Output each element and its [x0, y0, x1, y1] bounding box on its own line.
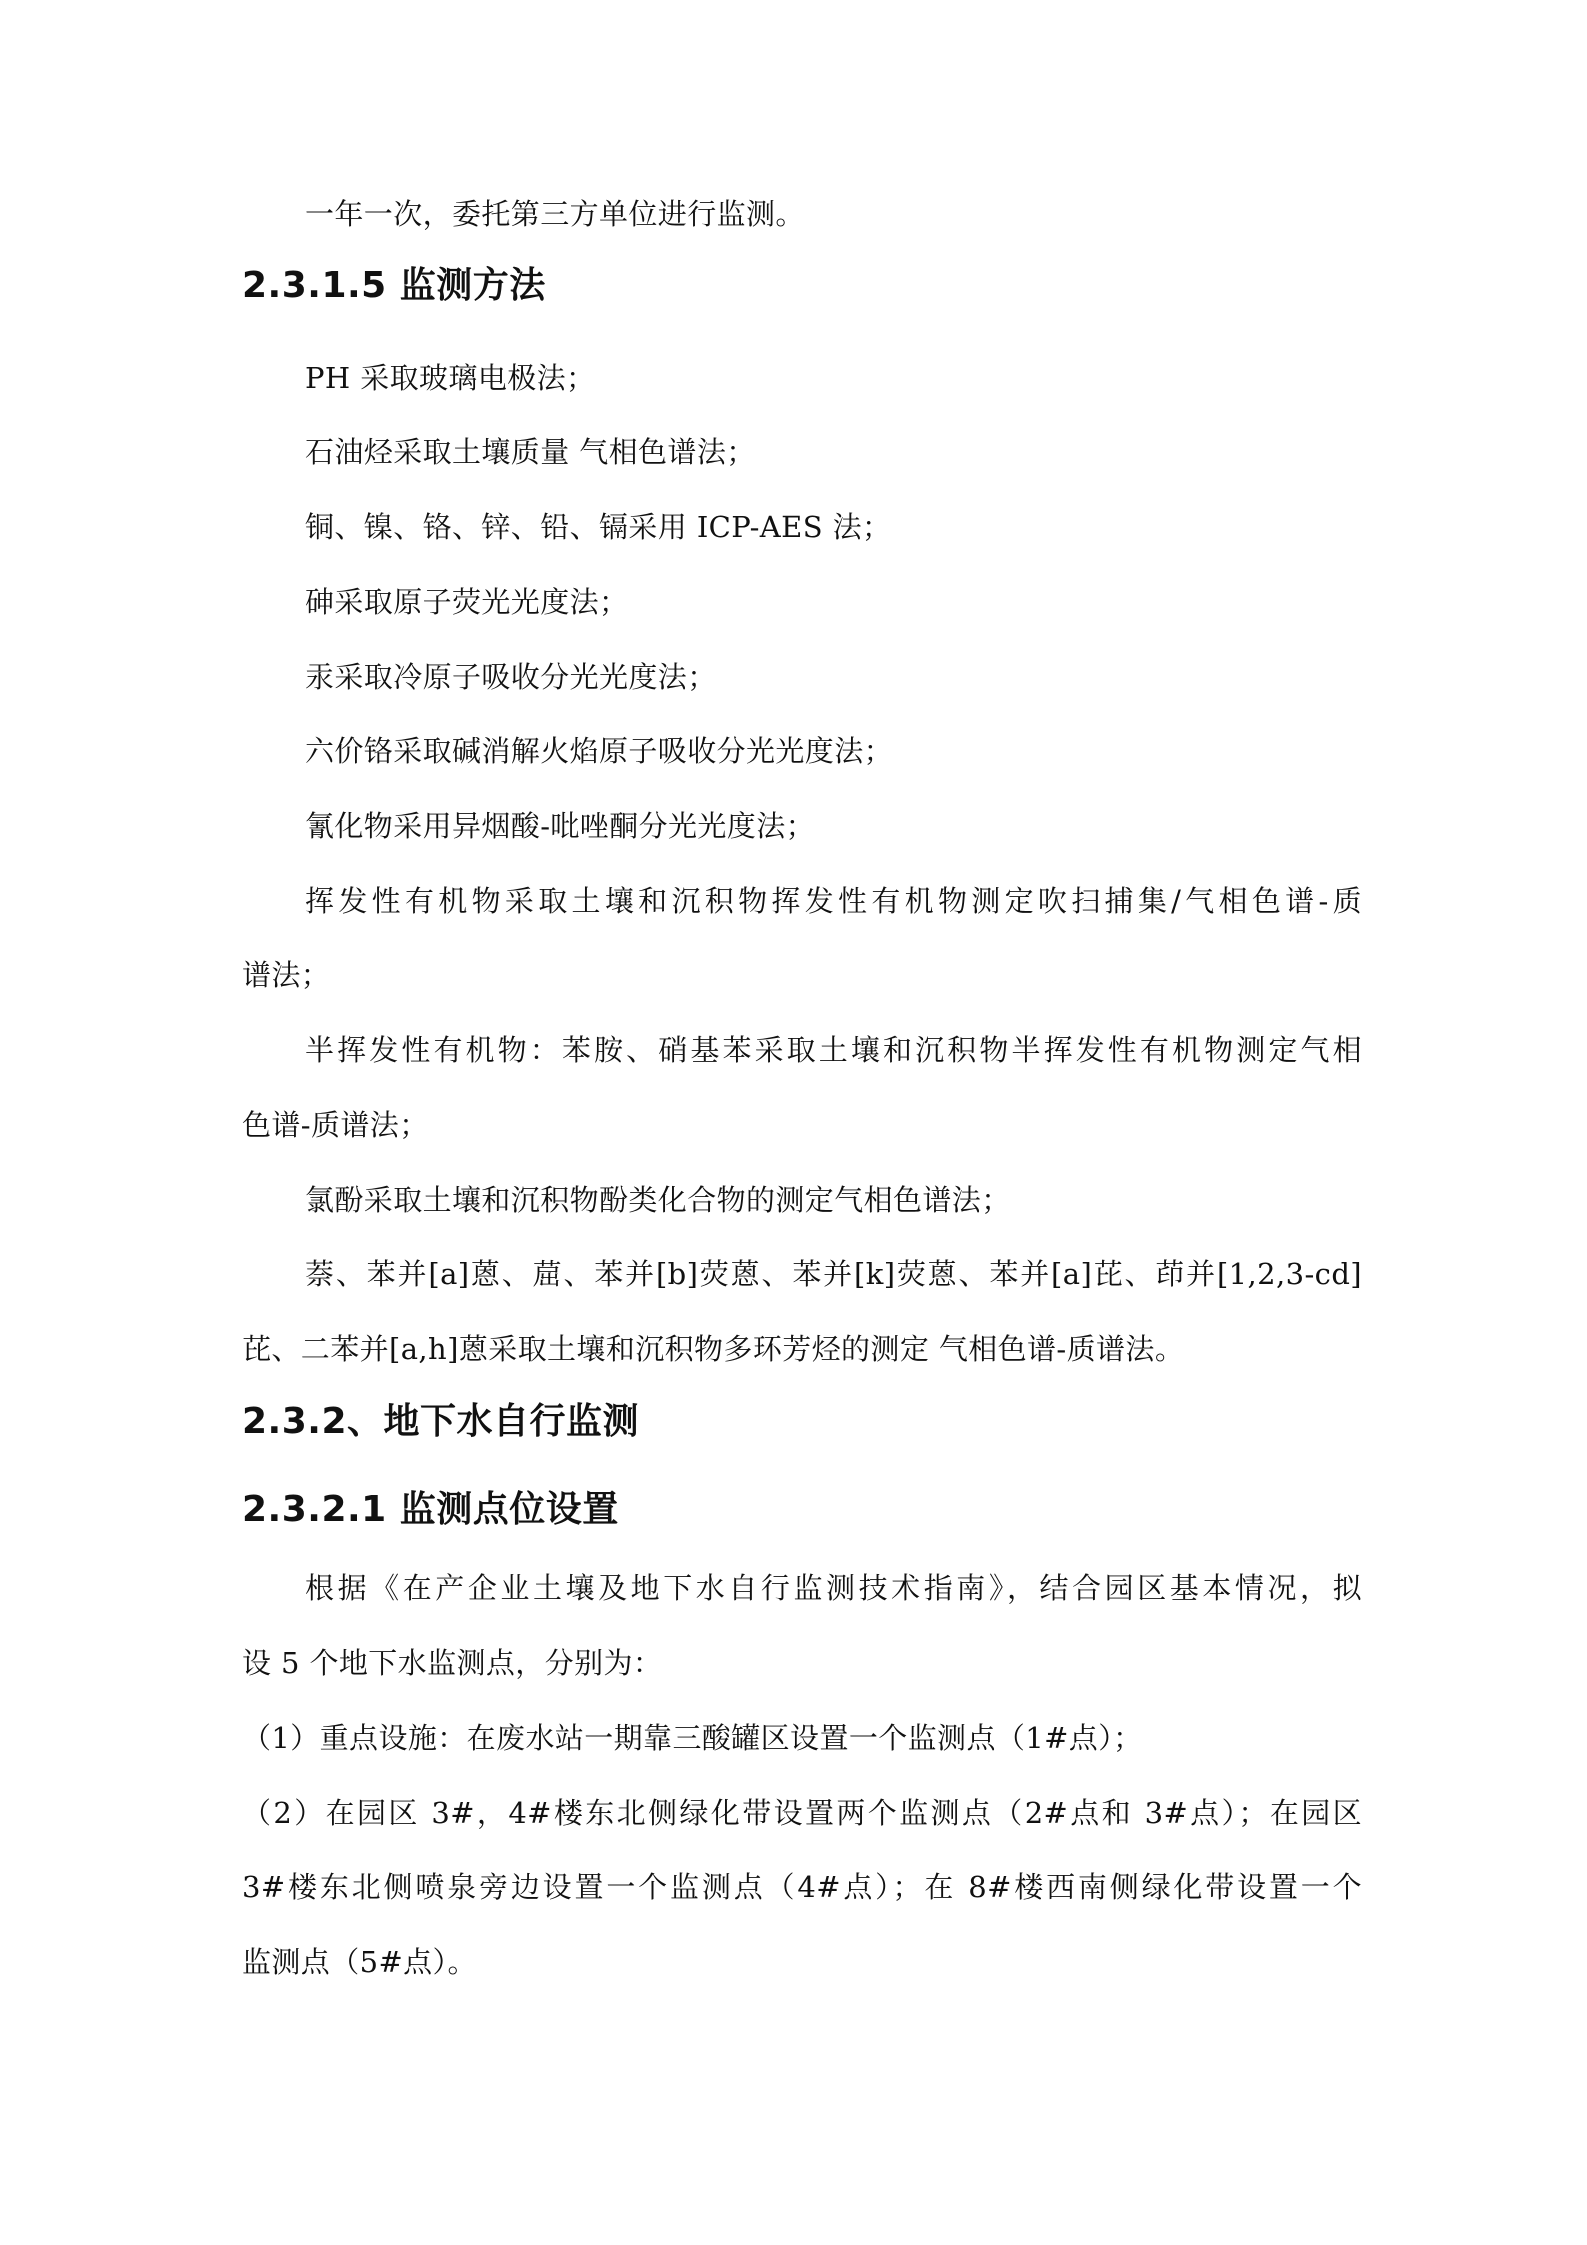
method-voc-line1: 挥发性有机物采取土壤和沉积物挥发性有机物测定吹扫捕集/气相色谱-质	[305, 884, 1362, 918]
method-metals: 铜、镍、铬、锌、铅、镉采用 ICP-AES 法；	[305, 510, 892, 544]
method-ph: PH 采取玻璃电极法；	[305, 361, 596, 395]
method-cyanide: 氰化物采用异烟酸-吡唑酮分光光度法；	[305, 809, 815, 843]
section-heading-2-3-2: 2.3.2、地下水自行监测	[242, 1401, 639, 1442]
method-voc-line2: 谱法；	[242, 958, 331, 992]
method-petroleum: 石油烃采取土壤质量 气相色谱法；	[305, 435, 756, 469]
section-heading-2-3-2-1: 2.3.2.1 监测点位设置	[242, 1489, 619, 1530]
method-svoc-line2: 色谱-质谱法；	[242, 1108, 429, 1142]
method-mercury: 汞采取冷原子吸收分光光度法；	[305, 660, 717, 694]
method-pah-line2: 芘、二苯并[a,h]蒽采取土壤和沉积物多环芳烃的测定 气相色谱-质谱法。	[242, 1332, 1185, 1366]
groundwater-item-2-line2: 3#楼东北侧喷泉旁边设置一个监测点（4#点）；在 8#楼西南侧绿化带设置一个	[242, 1870, 1362, 1904]
groundwater-intro-line1: 根据《在产企业土壤及地下水自行监测技术指南》，结合园区基本情况，拟	[305, 1571, 1362, 1605]
method-arsenic: 砷采取原子荧光光度法；	[305, 585, 629, 619]
intro-paragraph: 一年一次，委托第三方单位进行监测。	[305, 197, 805, 231]
method-svoc-line1: 半挥发性有机物：苯胺、硝基苯采取土壤和沉积物半挥发性有机物测定气相	[305, 1033, 1362, 1067]
section-heading-2-3-1-5: 2.3.1.5 监测方法	[242, 265, 546, 306]
groundwater-item-1: （1）重点设施：在废水站一期靠三酸罐区设置一个监测点（1#点）；	[242, 1721, 1143, 1755]
groundwater-intro-line2: 设 5 个地下水监测点，分别为：	[242, 1646, 663, 1680]
groundwater-item-2-line3: 监测点（5#点）。	[242, 1945, 477, 1979]
method-chlorophenol: 氯酚采取土壤和沉积物酚类化合物的测定气相色谱法；	[305, 1183, 1011, 1217]
method-pah-line1: 萘、苯并[a]蒽、䓛、苯并[b]荧蒽、苯并[k]荧蒽、苯并[a]芘、茚并[1,2,3-cd]	[305, 1257, 1362, 1291]
method-chromium6: 六价铬采取碱消解火焰原子吸收分光光度法；	[305, 734, 894, 768]
groundwater-item-2-line1: （2）在园区 3#，4#楼东北侧绿化带设置两个监测点（2#点和 3#点）；在园区	[242, 1796, 1362, 1830]
